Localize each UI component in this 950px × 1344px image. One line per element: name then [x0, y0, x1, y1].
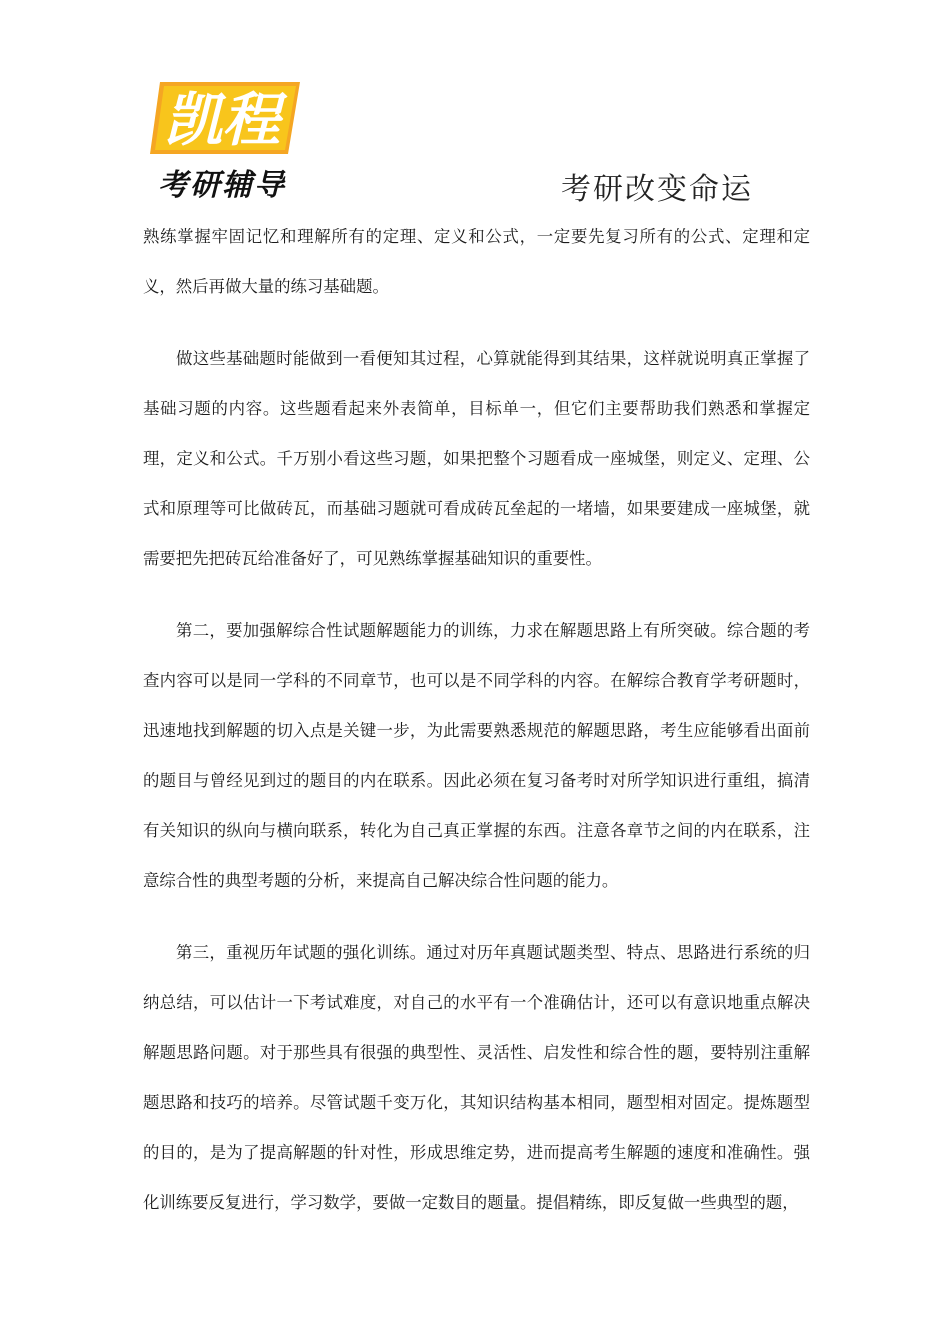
- slogan: 考研改变命运: [561, 172, 753, 207]
- page-header: [0, 0, 950, 215]
- kaicheng-logo: [150, 78, 310, 203]
- logo-subtitle: 考研辅导: [158, 168, 286, 203]
- paragraph-3: 第二，要加强解综合性试题解题能力的训练，力求在解题思路上有所突破。综合题的考查内容可以是同一学科的不同章节，也可以是不同学科的内容。在解综合教育学考研题时，迅速地找到解题的切入点是关键一步，为此需要熟悉规范的解题思路，考生应能够看出面前的题目与曾经见到过的题目的内在联系。因此必须在复习备考时对所学知识进行重组，搞清有关知识的纵向与横向联系，转化为自己真正掌握的东西。注意各章节之间的内在联系，注意综合性的典型考题的分析，来提高自己解决综合性问题的能力。: [143, 621, 810, 890]
- paragraph-1: 熟练掌握牢固记忆和理解所有的定理、定义和公式，一定要先复习所有的公式、定理和定义，然后再做大量的练习基础题。: [143, 227, 810, 296]
- paragraph-2: 做这些基础题时能做到一看便知其过程，心算就能得到其结果，这样就说明真正掌握了基础习题的内容。这些题看起来外表简单，目标单一，但它们主要帮助我们熟悉和掌握定理，定义和公式。千万别小看这些习题，如果把整个习题看成一座城堡，则定义、定理、公式和原理等可比做砖瓦，而基础习题就可看成砖瓦垒起的一堵墙，如果要建成一座城堡，就需要把先把砖瓦给准备好了，可见熟练掌握基础知识的重要性。: [143, 349, 810, 568]
- article-body: [143, 212, 810, 1228]
- logo-text: 凯程: [163, 86, 281, 154]
- logo-mark-icon: [150, 78, 300, 158]
- paragraph-4: 第三，重视历年试题的强化训练。通过对历年真题试题类型、特点、思路进行系统的归纳总结，可以估计一下考试难度，对自己的水平有一个准确估计，还可以有意识地重点解决解题思路问题。对于那些具有很强的典型性、灵活性、启发性和综合性的题，要特别注重解题思路和技巧的培养。尽管试题千变万化，其知识结构基本相同，题型相对固定。提炼题型的目的，是为了提高解题的针对性，形成思维定势，进而提高考生解题的速度和准确性。强化训练要反复进行，学习数学，要做一定数目的题量。提倡精练，即反复做一些典型的题，: [143, 943, 810, 1212]
